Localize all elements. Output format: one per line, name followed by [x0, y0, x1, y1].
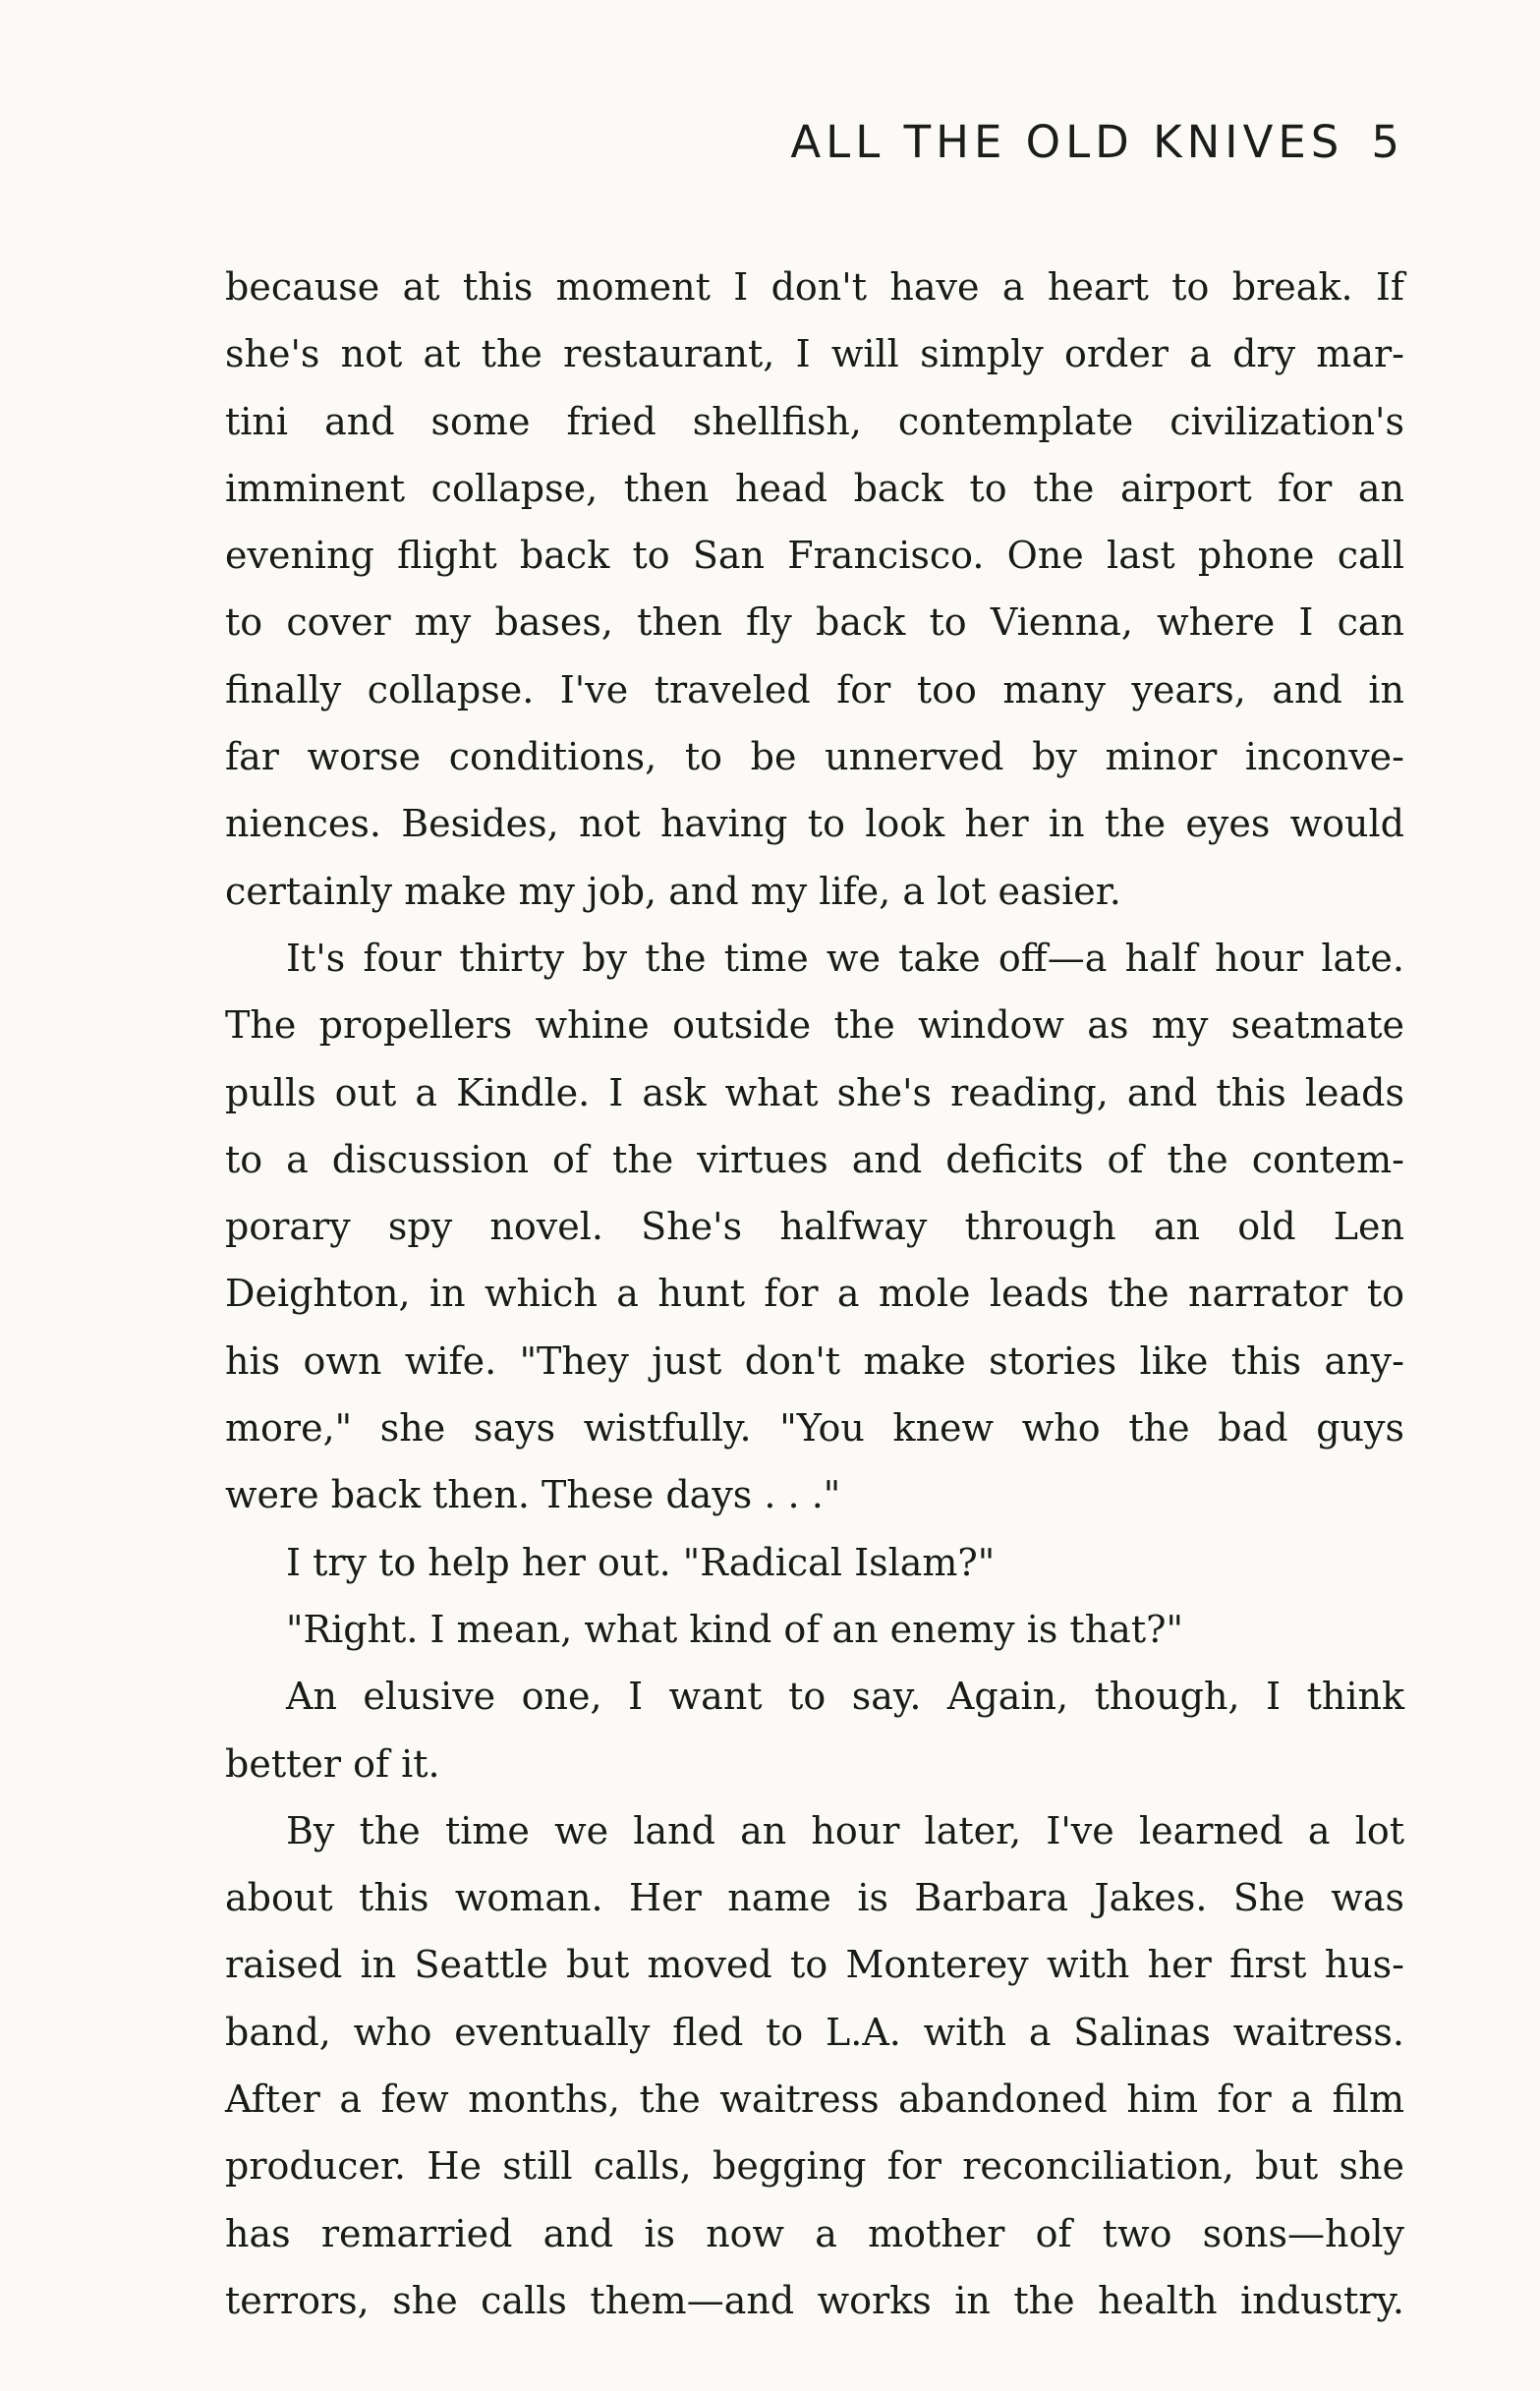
text-line: because at this moment I don't have a heart to break. If: [225, 265, 1404, 309]
text-line: to a discussion of the virtues and deficits of the contem-: [225, 1137, 1404, 1181]
text-line: producer. He still calls, begging for reconciliation, but she: [225, 2144, 1404, 2189]
text-line: band, who eventually fled to L.A. with a Salinas waitress.: [225, 2010, 1404, 2054]
text-line: The propellers whine outside the window as my seatmate: [225, 1003, 1404, 1048]
text-line: By the time we land an hour later, I've learned a lot: [286, 1808, 1404, 1852]
text-line: more," she says wistfully. "You knew who the bad guys: [225, 1406, 1404, 1451]
text-line: far worse conditions, to be unnerved by minor inconve-: [225, 735, 1404, 779]
running-head: [790, 116, 1404, 168]
text-line: she's not at the restaurant, I will simply order a dry mar-: [225, 332, 1404, 376]
text-line: his own wife. "They just don't make stories like this any-: [225, 1338, 1404, 1383]
text-line: imminent collapse, then head back to the airport for an: [225, 466, 1404, 510]
text-line: Deighton, in which a hunt for a mole leads the narrator to: [225, 1272, 1404, 1316]
text-line: evening flight back to San Francisco. One last phone call: [225, 534, 1404, 578]
text-line: An elusive one, I want to say. Again, though, I think: [286, 1675, 1404, 1719]
text-line: "Right. I mean, what kind of an enemy is that?": [286, 1607, 1183, 1651]
text-line: After a few months, the waitress abandoned him for a film: [225, 2078, 1404, 2122]
text-line: certainly make my job, and my life, a lot easier.: [225, 869, 1121, 913]
text-line: terrors, she calls them—and works in the health industry.: [225, 2278, 1404, 2322]
text-line: tini and some fried shellfish, contemplate civilization's: [225, 399, 1404, 443]
text-line: porary spy novel. She's halfway through an old Len: [225, 1205, 1404, 1249]
text-line: It's four thirty by the time we take off—a half hour late.: [286, 936, 1404, 980]
book-title: ALL THE OLD KNIVES: [790, 116, 1344, 168]
text-line: to cover my bases, then fly back to Vienna, where I can: [225, 600, 1404, 645]
text-line: better of it.: [225, 1741, 440, 1786]
page-number: 5: [1371, 116, 1404, 168]
text-line: finally collapse. I've traveled for too many years, and in: [225, 667, 1404, 712]
text-line: about this woman. Her name is Barbara Jakes. She was: [225, 1876, 1404, 1920]
text-line: were back then. These days . . .": [225, 1473, 841, 1517]
body-text: [225, 254, 1404, 2334]
text-line: niences. Besides, not having to look her in the eyes would: [225, 802, 1404, 846]
text-line: raised in Seattle but moved to Monterey with her first hus-: [225, 1943, 1404, 1987]
text-line: I try to help her out. "Radical Islam?": [286, 1540, 996, 1584]
text-line: has remarried and is now a mother of two sons—holy: [225, 2211, 1404, 2255]
text-line: pulls out a Kindle. I ask what she's reading, and this leads: [225, 1070, 1404, 1114]
